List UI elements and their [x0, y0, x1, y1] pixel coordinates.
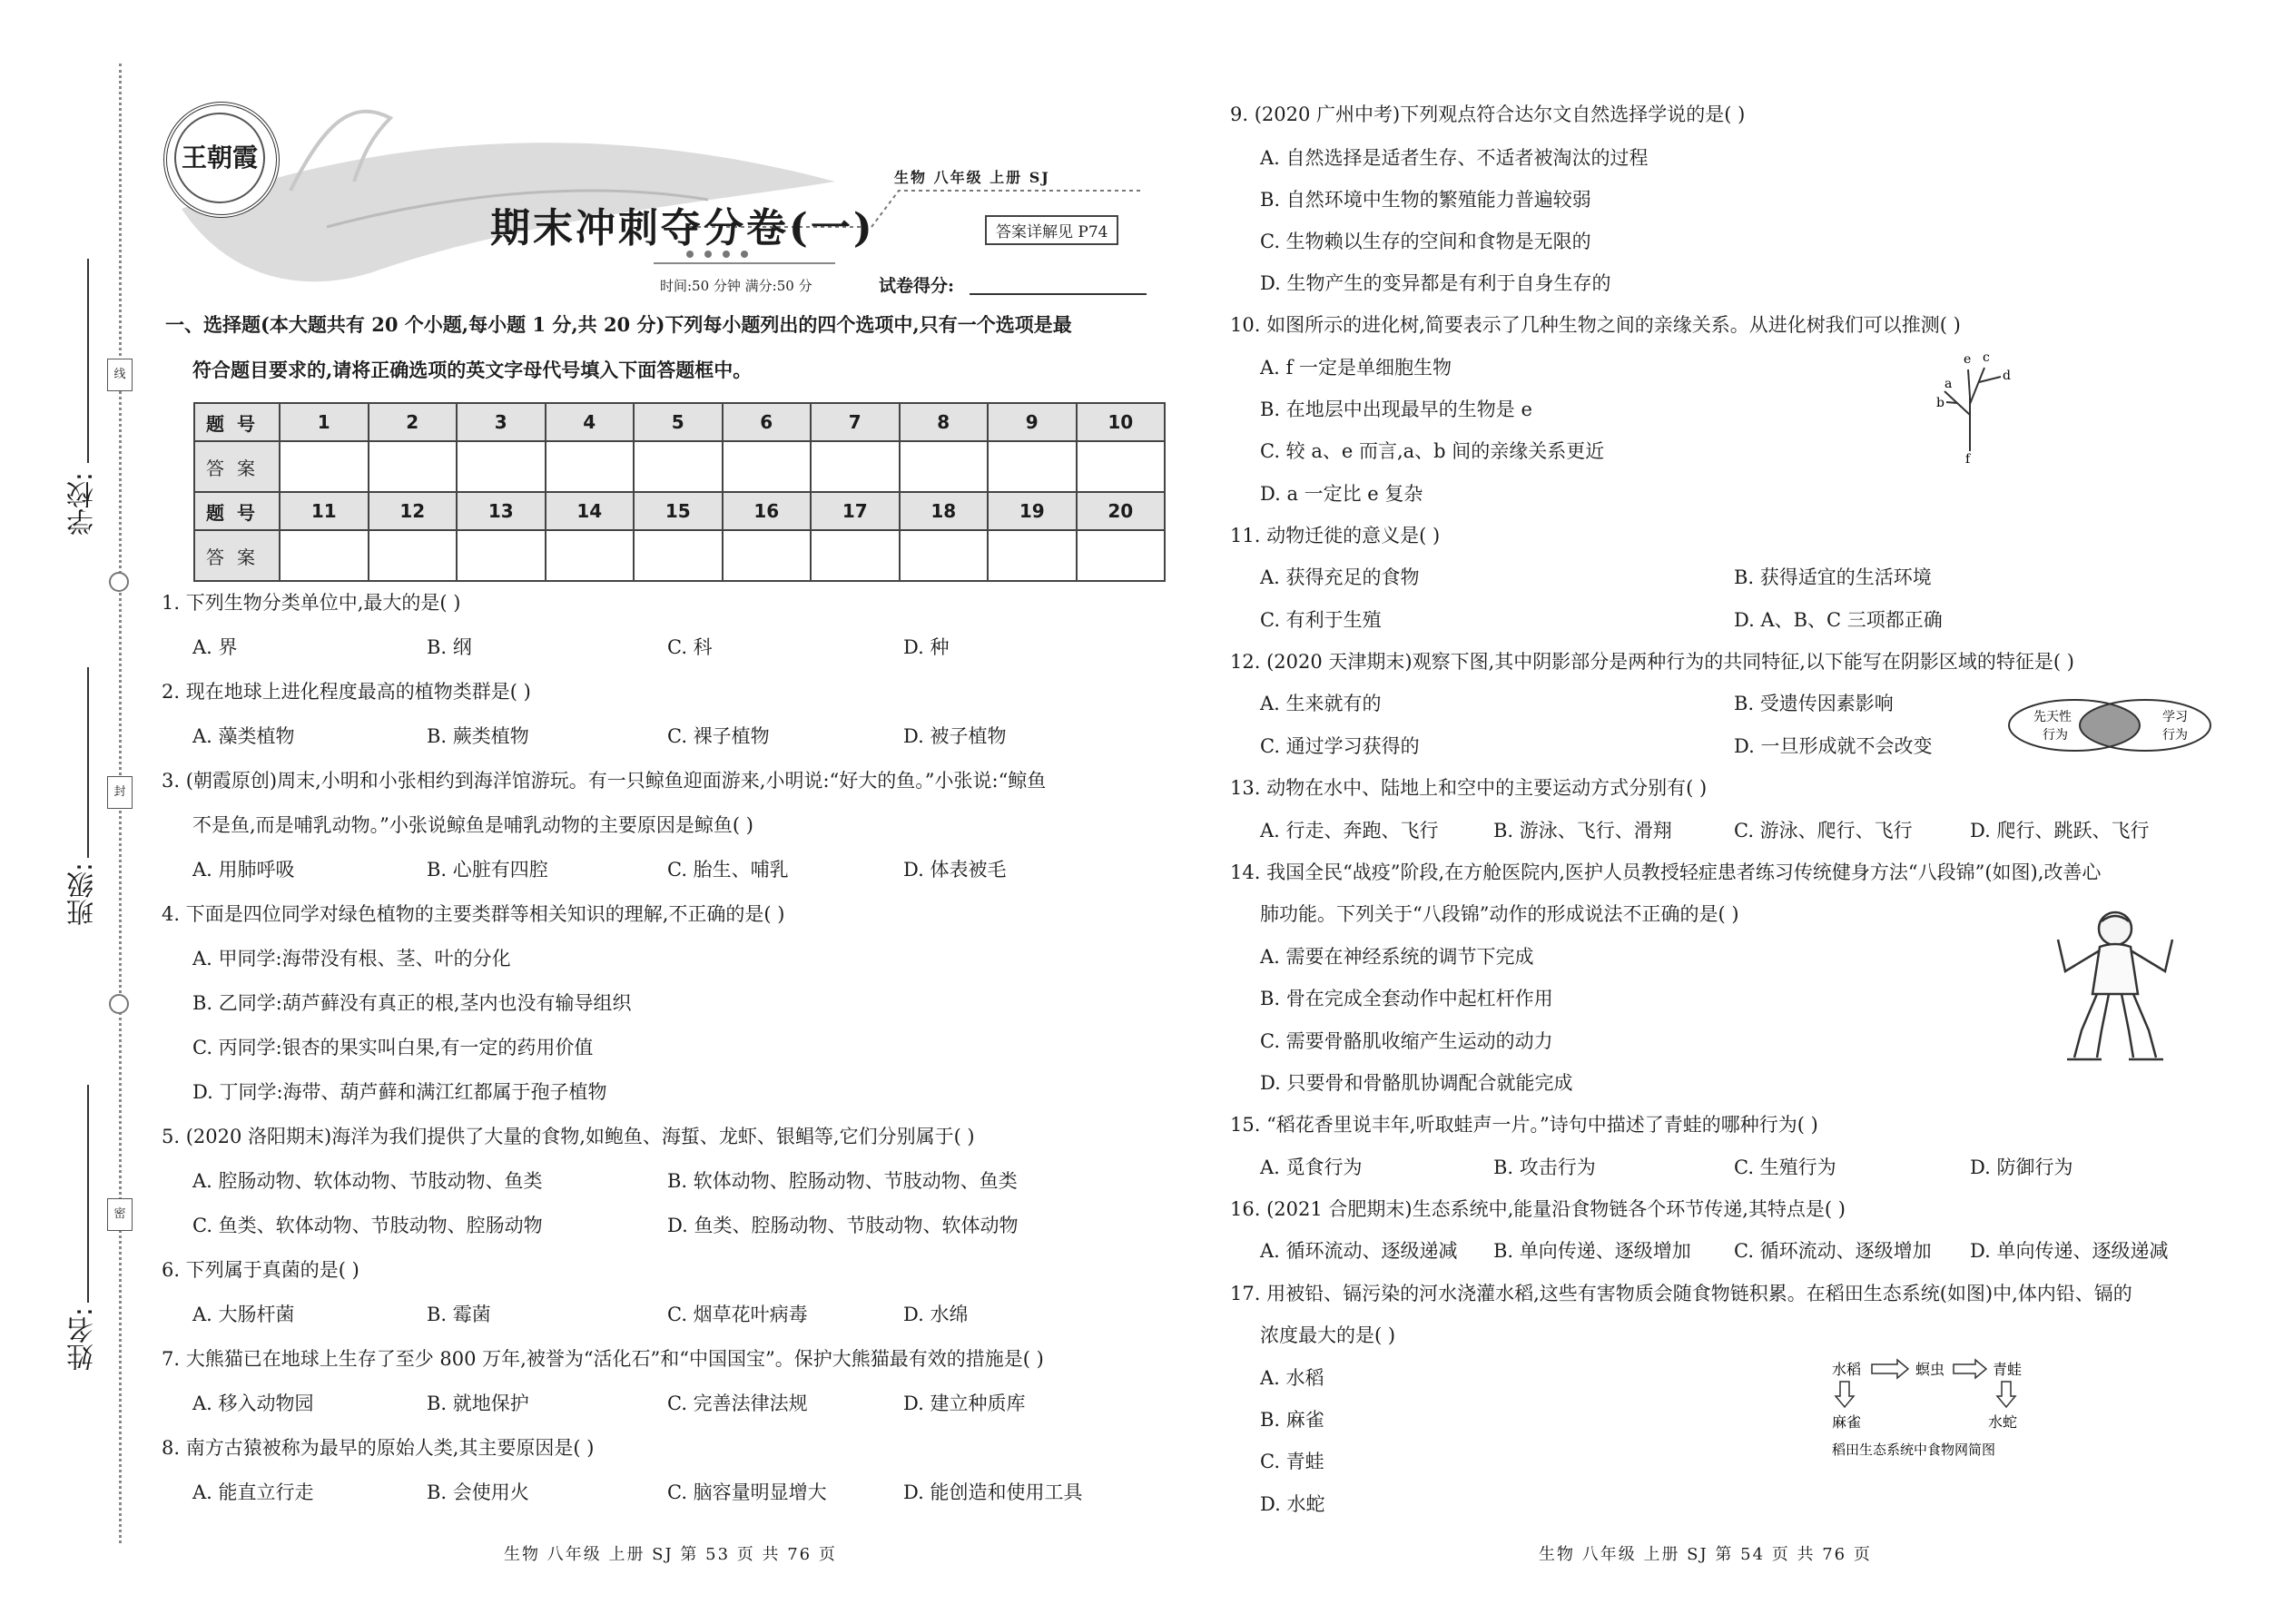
q7-stem: 7. 大熊猫已在地球上生存了至少 800 万年,被誉为“活化石”和“中国国宝”。保护大熊猫最有效的措施是( ) — [162, 1348, 1044, 1370]
q8-option-b[interactable]: B. 会使用火 — [427, 1481, 529, 1503]
q16-stem: 16. (2021 合肥期末)生态系统中,能量沿食物链各个环节传递,其特点是( ) — [1230, 1198, 1846, 1220]
q12-option-c[interactable]: C. 通过学习获得的 — [1260, 735, 1420, 757]
tree-label-f: f — [1965, 452, 1971, 467]
q1-option-c[interactable]: C. 科 — [667, 636, 713, 658]
q10-stem: 10. 如图所示的进化树,简要表示了几种生物之间的亲缘关系。从进化树我们可以推测( ) — [1230, 314, 1961, 336]
answer-cell[interactable] — [457, 441, 546, 492]
q7-option-d[interactable]: D. 建立种质库 — [903, 1393, 1026, 1414]
page-title: 期末冲刺夺分卷(一) — [490, 205, 875, 251]
answer-cell[interactable] — [546, 441, 635, 492]
q14-stem-1: 14. 我国全民“战疫”阶段,在方舱医院内,医护人员教授轻症患者练习传统健身方法“八段锦”(如图),改善心 — [1230, 861, 2102, 883]
footer-right: 生物 八年级 上册 SJ 第 54 页 共 76 页 — [1539, 1545, 1872, 1564]
q12-option-b[interactable]: B. 受遗传因素影响 — [1734, 693, 1894, 714]
grid-num: 18 — [900, 492, 989, 530]
q10-option-b[interactable]: B. 在地层中出现最早的生物是 e — [1260, 399, 1532, 420]
tree-label-a: a — [1944, 377, 1953, 391]
binding-box-line: 线 — [107, 359, 133, 391]
baduanjin-figure — [2047, 903, 2183, 1071]
q5-option-a[interactable]: A. 腔肠动物、软体动物、节肢动物、鱼类 — [192, 1170, 543, 1192]
q3-stem-2: 不是鱼,而是哺乳动物。”小张说鲸鱼是哺乳动物的主要原因是鲸鱼( ) — [192, 814, 753, 836]
school-label: 学校: — [67, 472, 99, 536]
q13-option-b[interactable]: B. 游泳、飞行、滑翔 — [1493, 820, 1672, 842]
q16-option-b[interactable]: B. 单向传递、逐级增加 — [1493, 1240, 1691, 1262]
food-web-sparrow: 麻雀 — [1832, 1413, 1862, 1431]
answer-cell[interactable] — [988, 441, 1077, 492]
q7-option-a[interactable]: A. 移入动物园 — [192, 1393, 314, 1414]
q4-stem: 4. 下面是四位同学对绿色植物的主要类群等相关知识的理解,不正确的是( ) — [162, 903, 785, 925]
subject-line: 生物 八年级 上册 SJ — [894, 169, 1050, 186]
q11-stem: 11. 动物迁徙的意义是( ) — [1230, 525, 1441, 546]
q14-option-c[interactable]: C. 需要骨骼肌收缩产生运动的动力 — [1260, 1030, 1553, 1052]
q13-option-a[interactable]: A. 行走、奔跑、飞行 — [1260, 820, 1439, 842]
answer-cell[interactable] — [900, 530, 989, 581]
grid-num: 2 — [369, 403, 458, 441]
q16-option-c[interactable]: C. 循环流动、逐级增加 — [1734, 1240, 1932, 1262]
q3-stem-1: 3. (朝霞原创)周末,小明和小张相约到海洋馆游玩。有一只鲸鱼迎面游来,小明说:“好大的鱼。”小张说:“鲸鱼 — [162, 770, 1047, 792]
grid-num-label: 题号 — [194, 492, 280, 530]
binding-hole-icon — [109, 994, 129, 1014]
q17-stem-1: 17. 用被铅、镉污染的河水浇灌水稻,这些有害物质会随食物链积累。在稻田生态系统(如图)中,体内铅、镉的 — [1230, 1283, 2132, 1304]
q9-stem: 9. (2020 广州中考)下列观点符合达尔文自然选择学说的是( ) — [1230, 103, 1746, 125]
q14-option-d[interactable]: D. 只要骨和骨骼肌协调配合就能完成 — [1260, 1072, 1573, 1094]
q13-option-c[interactable]: C. 游泳、爬行、飞行 — [1734, 820, 1913, 842]
q5-option-d[interactable]: D. 鱼类、腔肠动物、节肢动物、软体动物 — [667, 1215, 1019, 1236]
q9-option-b[interactable]: B. 自然环境中生物的繁殖能力普遍较弱 — [1260, 189, 1591, 211]
food-web-rice: 水稻 — [1832, 1361, 1862, 1378]
q3-option-b[interactable]: B. 心脏有四腔 — [427, 859, 548, 881]
answer-cell[interactable] — [1077, 441, 1166, 492]
q13-stem: 13. 动物在水中、陆地上和空中的主要运动方式分别有( ) — [1230, 777, 1708, 799]
food-web-figure — [1816, 1353, 2061, 1471]
q2-option-d[interactable]: D. 被子植物 — [903, 725, 1007, 747]
evolution-tree-figure — [1906, 349, 2033, 468]
answer-cell[interactable] — [280, 530, 369, 581]
answer-cell[interactable] — [457, 530, 546, 581]
q1-stem: 1. 下列生物分类单位中,最大的是( ) — [162, 592, 461, 614]
q15-option-c[interactable]: C. 生殖行为 — [1734, 1156, 1836, 1178]
q16-option-a[interactable]: A. 循环流动、逐级递减 — [1260, 1240, 1458, 1262]
venn-right-label-2: 行为 — [2162, 728, 2188, 743]
answer-reference: 答案详解见 P74 — [985, 215, 1118, 245]
answer-cell[interactable] — [723, 441, 812, 492]
q6-stem: 6. 下列属于真菌的是( ) — [162, 1259, 359, 1281]
q3-option-a[interactable]: A. 用肺呼吸 — [192, 859, 295, 881]
food-web-frog: 青蛙 — [1993, 1361, 2023, 1378]
brand-logo — [163, 102, 280, 218]
q9-option-a[interactable]: A. 自然选择是适者生存、不适者被淘汰的过程 — [1260, 147, 1649, 169]
q13-option-d[interactable]: D. 爬行、跳跃、飞行 — [1970, 820, 2150, 842]
q15-option-a[interactable]: A. 觅食行为 — [1260, 1156, 1363, 1178]
q6-option-c[interactable]: C. 烟草花叶病毒 — [667, 1304, 808, 1325]
grid-num: 6 — [723, 403, 812, 441]
q6-option-a[interactable]: A. 大肠杆菌 — [192, 1304, 295, 1325]
grid-num: 11 — [280, 492, 369, 530]
grid-num: 4 — [546, 403, 635, 441]
answer-cell[interactable] — [811, 441, 900, 492]
q10-option-c[interactable]: C. 较 a、e 而言,a、b 间的亲缘关系更近 — [1260, 440, 1605, 462]
grid-num: 14 — [546, 492, 635, 530]
section1-instruction-1: 一、选择题(本大题共有 20 个小题,每小题 1 分,共 20 分)下列每小题列出的四个选项中,只有一个选项是最 — [165, 313, 1072, 336]
binding-hole-icon — [109, 572, 129, 592]
answer-cell[interactable] — [634, 530, 723, 581]
food-web-borer: 螟虫 — [1915, 1361, 1945, 1378]
q4-option-d[interactable]: D. 丁同学:海带、葫芦藓和满江红都属于孢子植物 — [192, 1081, 607, 1103]
tree-label-d: d — [2003, 369, 2011, 383]
q8-option-a[interactable]: A. 能直立行走 — [192, 1481, 314, 1503]
grid-num: 10 — [1077, 403, 1166, 441]
venn-diagram-figure — [2006, 697, 2215, 753]
answer-cell[interactable] — [900, 441, 989, 492]
name-fill-line — [87, 1085, 89, 1303]
q9-option-d[interactable]: D. 生物产生的变异都是有利于自身生存的 — [1260, 272, 1611, 294]
venn-right-label-1: 学习 — [2162, 710, 2188, 724]
grid-num: 3 — [457, 403, 546, 441]
q10-option-a[interactable]: A. f 一定是单细胞生物 — [1260, 357, 1452, 379]
grid-num: 8 — [900, 403, 989, 441]
q2-stem: 2. 现在地球上进化程度最高的植物类群是( ) — [162, 681, 531, 703]
grid-num: 17 — [811, 492, 900, 530]
answer-cell[interactable] — [546, 530, 635, 581]
grid-ans-label: 答案 — [194, 441, 280, 492]
q6-option-b[interactable]: B. 霉菌 — [427, 1304, 491, 1325]
q3-option-c[interactable]: C. 胎生、哺乳 — [667, 859, 789, 881]
tree-label-c: c — [1983, 350, 1990, 365]
q5-option-b[interactable]: B. 软体动物、腔肠动物、节肢动物、鱼类 — [667, 1170, 1018, 1192]
q14-option-a[interactable]: A. 需要在神经系统的调节下完成 — [1260, 946, 1534, 968]
q17-option-a[interactable]: A. 水稻 — [1260, 1367, 1324, 1389]
food-web-caption: 稻田生态系统中食物网简图 — [1832, 1442, 1996, 1458]
q10-option-d[interactable]: D. a 一定比 e 复杂 — [1260, 483, 1423, 505]
time-score: 时间:50 分钟 满分:50 分 — [660, 278, 812, 294]
q5-stem: 5. (2020 洛阳期末)海洋为我们提供了大量的食物,如鲍鱼、海蜇、龙虾、银鲳等,它们分别属于( ) — [162, 1126, 975, 1147]
q15-option-d[interactable]: D. 防御行为 — [1970, 1156, 2073, 1178]
q17-stem-2: 浓度最大的是( ) — [1260, 1324, 1396, 1346]
q1-option-a[interactable]: A. 界 — [192, 636, 238, 658]
q4-option-a[interactable]: A. 甲同学:海带没有根、茎、叶的分化 — [192, 948, 511, 969]
footer-left: 生物 八年级 上册 SJ 第 53 页 共 76 页 — [504, 1545, 837, 1564]
grid-num: 1 — [280, 403, 369, 441]
q2-option-a[interactable]: A. 藻类植物 — [192, 725, 295, 747]
q11-option-d[interactable]: D. A、B、C 三项都正确 — [1734, 609, 1943, 631]
q12-stem: 12. (2020 天津期末)观察下图,其中阴影部分是两种行为的共同特征,以下能写在阴影区域的特征是( ) — [1230, 651, 2074, 673]
answer-cell[interactable] — [369, 530, 458, 581]
answer-cell[interactable] — [723, 530, 812, 581]
grid-num-label: 题号 — [194, 403, 280, 441]
q15-option-b[interactable]: B. 攻击行为 — [1493, 1156, 1596, 1178]
brand-logo-text: 王朝霞 — [174, 113, 265, 203]
q2-option-c[interactable]: C. 裸子植物 — [667, 725, 770, 747]
q14-stem-2: 肺功能。下列关于“八段锦”动作的形成说法不正确的是( ) — [1260, 903, 1739, 925]
grid-num: 5 — [634, 403, 723, 441]
q7-option-b[interactable]: B. 就地保护 — [427, 1393, 529, 1414]
grid-ans-label: 答案 — [194, 530, 280, 581]
q8-option-d[interactable]: D. 能创造和使用工具 — [903, 1481, 1083, 1503]
tree-label-b: b — [1936, 396, 1944, 410]
grid-num: 19 — [988, 492, 1077, 530]
answer-cell[interactable] — [1077, 530, 1166, 581]
answer-cell[interactable] — [369, 441, 458, 492]
q14-option-b[interactable]: B. 骨在完成全套动作中起杠杆作用 — [1260, 988, 1553, 1009]
grid-num: 12 — [369, 492, 458, 530]
q12-option-a[interactable]: A. 生来就有的 — [1260, 693, 1382, 714]
q5-option-c[interactable]: C. 鱼类、软体动物、节肢动物、腔肠动物 — [192, 1215, 543, 1236]
q1-option-b[interactable]: B. 纲 — [427, 636, 472, 658]
class-label: 班级: — [67, 862, 99, 927]
food-web-snake: 水蛇 — [1988, 1413, 2018, 1431]
q11-option-a[interactable]: A. 获得充足的食物 — [1260, 566, 1420, 588]
grid-num: 7 — [811, 403, 900, 441]
q4-option-c[interactable]: C. 丙同学:银杏的果实叫白果,有一定的药用价值 — [192, 1037, 594, 1058]
tree-label-e: e — [1964, 352, 1972, 367]
answer-grid — [193, 402, 1166, 582]
q1-option-d[interactable]: D. 种 — [903, 636, 950, 658]
q15-stem: 15. “稻花香里说丰年,听取蛙声一片。”诗句中描述了青蛙的哪种行为( ) — [1230, 1114, 1818, 1136]
q11-option-b[interactable]: B. 获得适宜的生活环境 — [1734, 566, 1932, 588]
answer-cell[interactable] — [811, 530, 900, 581]
answer-cell[interactable] — [280, 441, 369, 492]
school-fill-line — [87, 259, 89, 463]
binding-box-seal: 封 — [107, 776, 133, 809]
q2-option-b[interactable]: B. 蕨类植物 — [427, 725, 529, 747]
q9-option-c[interactable]: C. 生物赖以生存的空间和食物是无限的 — [1260, 231, 1591, 252]
answer-cell[interactable] — [988, 530, 1077, 581]
score-label: 试卷得分: — [879, 276, 955, 296]
grid-num: 13 — [457, 492, 546, 530]
q6-option-d[interactable]: D. 水绵 — [903, 1304, 969, 1325]
venn-left-label-2: 行为 — [2043, 728, 2068, 743]
score-fill-line — [970, 293, 1147, 295]
q12-option-d[interactable]: D. 一旦形成就不会改变 — [1734, 735, 1933, 757]
grid-num: 9 — [988, 403, 1077, 441]
class-fill-line — [87, 667, 89, 858]
grid-num: 16 — [723, 492, 812, 530]
venn-left-label-1: 先天性 — [2033, 710, 2072, 724]
q7-option-c[interactable]: C. 完善法律法规 — [667, 1393, 808, 1414]
q17-option-d[interactable]: D. 水蛇 — [1260, 1493, 1325, 1515]
q8-stem: 8. 南方古猿被称为最早的原始人类,其主要原因是( ) — [162, 1437, 595, 1459]
q16-option-d[interactable]: D. 单向传递、逐级递减 — [1970, 1240, 2169, 1262]
binding-box-secret: 密 — [107, 1198, 133, 1231]
q3-option-d[interactable]: D. 体表被毛 — [903, 859, 1007, 881]
section1-instruction-2: 符合题目要求的,请将正确选项的英文字母代号填入下面答题框中。 — [192, 359, 753, 381]
grid-num: 20 — [1077, 492, 1166, 530]
name-label: 姓名: — [67, 1307, 99, 1372]
grid-num: 15 — [634, 492, 723, 530]
q8-option-c[interactable]: C. 脑容量明显增大 — [667, 1481, 827, 1503]
q11-option-c[interactable]: C. 有利于生殖 — [1260, 609, 1382, 631]
q4-option-b[interactable]: B. 乙同学:葫芦藓没有真正的根,茎内也没有输导组织 — [192, 992, 632, 1014]
q17-option-c[interactable]: C. 青蛙 — [1260, 1451, 1324, 1472]
q17-option-b[interactable]: B. 麻雀 — [1260, 1409, 1324, 1431]
answer-cell[interactable] — [634, 441, 723, 492]
